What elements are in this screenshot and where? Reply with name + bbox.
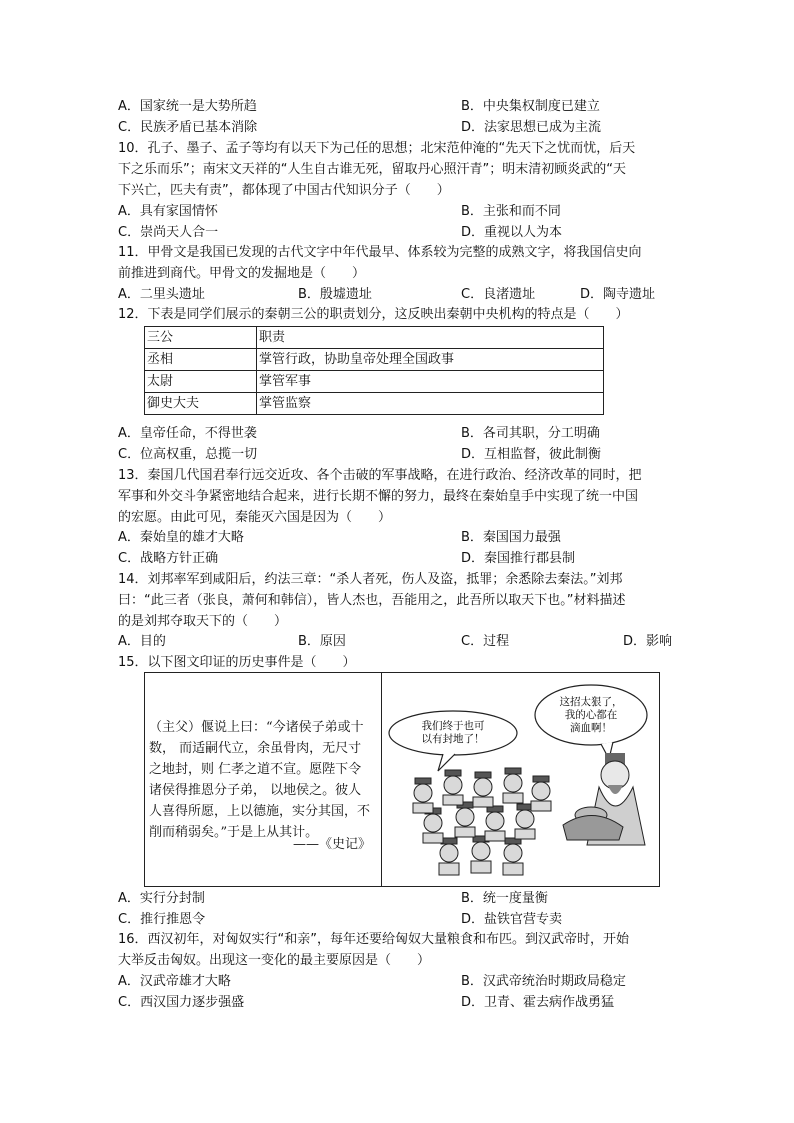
bubble-left-line: 以有封地了！	[421, 733, 485, 745]
q15-option-d[interactable]: D．盐铁官营专卖	[461, 912, 563, 927]
q15-option-a[interactable]: A．实行分封制	[118, 891, 205, 906]
q10-option-c[interactable]: C．崇尚天人合一	[118, 225, 219, 240]
q9-option-d[interactable]: D．法家思想已成为主流	[461, 120, 602, 135]
quote-line: 之地封，则 仁孝之道不宣。愿陛下令	[149, 762, 362, 777]
table-row	[145, 371, 604, 393]
bubble-left-line: 我们终于也可	[421, 720, 485, 732]
shiji-quote	[149, 717, 377, 843]
q15-option-b[interactable]: B．统一度量衡	[461, 891, 548, 906]
q10-stem-line: 下之乐而乐”；南宋文天祥的“人生自古谁无死，留取丹心照汗青”；明末清初顾炎武的“天	[118, 162, 626, 177]
q13-option-d[interactable]: D．秦国推行郡县制	[461, 551, 576, 566]
q16-stem-line: 16．西汉初年，对匈奴实行“和亲”，每年还要给匈奴大量粮食和布匹。到汉武帝时，开始	[118, 932, 630, 947]
q13-option-c[interactable]: C．战略方针正确	[118, 551, 219, 566]
quote-line: 人喜得所愿，上以德施，实分其国，不	[149, 804, 371, 819]
q16-option-b[interactable]: B．汉武帝统治时期政局稳定	[461, 974, 626, 989]
q9-option-c[interactable]: C．民族矛盾已基本消除	[118, 120, 258, 135]
table-cell: 职责	[257, 327, 604, 349]
q12-option-a[interactable]: A．皇帝任命，不得世袭	[118, 426, 257, 441]
q10-option-b[interactable]: B．主张和而不同	[461, 204, 561, 219]
q13-stem-line: 13．秦国几代国君奉行远交近攻、各个击破的军事战略，在进行政治、经济改革的同时，把	[118, 468, 642, 483]
q10-stem-line: 下兴亡，匹夫有责”，都体现了中国古代知识分子（ ）	[118, 183, 450, 198]
table-cell: 掌管军事	[257, 371, 604, 393]
princes-crowd	[413, 768, 551, 875]
bubble-right-line: 滴血啊！	[570, 722, 612, 734]
q15-figure-box	[144, 672, 660, 887]
q16-stem-line: 大举反击匈奴。出现这一变化的最主要原因是（ ）	[118, 953, 431, 968]
q11-stem-line: 前推进到商代。甲骨文的发掘地是（ ）	[118, 266, 366, 281]
q11-option-b[interactable]: B．殷墟遗址	[298, 287, 372, 302]
q11-option-c[interactable]: C．良渚遗址	[461, 287, 536, 302]
table-row	[145, 393, 604, 415]
q14-option-a[interactable]: A．目的	[118, 634, 166, 649]
table-cell: 太尉	[145, 371, 257, 393]
table-row	[145, 327, 604, 349]
q11-option-a[interactable]: A．二里头遗址	[118, 287, 205, 302]
table-cell: 掌管行政，协助皇帝处理全国政事	[257, 349, 604, 371]
q10-stem-line: 10．孔子、墨子、孟子等均有以天下为己任的思想；北宋范仲淹的“先天下之忧而忧，后天	[118, 141, 636, 156]
q15-option-c[interactable]: C．推行推恩令	[118, 912, 206, 927]
q16-option-c[interactable]: C．西汉国力逐步强盛	[118, 995, 245, 1010]
q12-option-d[interactable]: D．互相监督，彼此制衡	[461, 447, 602, 462]
q16-option-d[interactable]: D．卫青、霍去病作战勇猛	[461, 995, 615, 1010]
q11-stem-line: 11．甲骨文是我国已发现的古代文字中年代最早、体系较为完整的成熟文字，将我国信史向	[118, 245, 642, 260]
q12-stem: 12．下表是同学们展示的秦朝三公的职责划分，这反映出秦朝中央机构的特点是（ ）	[118, 307, 629, 322]
quote-line: 数， 而适嗣代立，余虽骨肉，无尺寸	[149, 741, 362, 756]
q13-stem-line: 的宏愿。由此可见，秦能灭六国是因为（ ）	[118, 510, 392, 525]
quote-line: （主父）偃说上曰：“今诸侯子弟或十	[149, 720, 364, 735]
q13-option-b[interactable]: B．秦国国力最强	[461, 530, 561, 545]
three-lords-table	[144, 326, 604, 415]
quote-source: ——《史记》	[293, 837, 372, 852]
table-cell: 丞相	[145, 349, 257, 371]
q14-option-c[interactable]: C．过程	[461, 634, 510, 649]
q13-option-a[interactable]: A．秦始皇的雄才大略	[118, 530, 244, 545]
figure-divider	[381, 673, 382, 886]
bubble-right-line: 这招太狠了，	[559, 696, 623, 708]
q9-option-a[interactable]: A．国家统一是大势所趋	[118, 99, 257, 114]
q10-option-a[interactable]: A．具有家国情怀	[118, 204, 218, 219]
q14-stem-line: 曰：“此三者（张良，萧何和韩信），皆人杰也，吾能用之，此吾所以取天下也。”材料描述	[118, 593, 626, 608]
q16-option-a[interactable]: A．汉武帝雄才大略	[118, 974, 231, 989]
quote-line: 诸侯得推恩分子弟， 以地侯之。彼人	[149, 783, 362, 798]
q14-stem-line: 14．刘邦率军到咸阳后，约法三章：“杀人者死，伤人及盗，抵罪；余悉除去秦法。”刘邦	[118, 572, 623, 587]
table-cell: 三公	[145, 327, 257, 349]
tuien-cartoon	[383, 675, 657, 884]
q10-option-d[interactable]: D．重视以人为本	[461, 225, 563, 240]
q14-stem-line: 的是刘邦夺取天下的（ ）	[118, 614, 288, 629]
q9-option-b[interactable]: B．中央集权制度已建立	[461, 99, 600, 114]
bubble-right-line: 我的心都在	[564, 709, 618, 721]
q12-option-b[interactable]: B．各司其职，分工明确	[461, 426, 600, 441]
q11-option-d[interactable]: D．陶寺遗址	[580, 287, 656, 302]
quote-line: 削而稍弱矣。”于是上从其计。	[149, 825, 319, 840]
king-figure	[563, 753, 645, 845]
table-cell: 掌管监察	[257, 393, 604, 415]
q14-option-b[interactable]: B．原因	[298, 634, 346, 649]
q15-stem: 15．以下图文印证的历史事件是（ ）	[118, 655, 356, 670]
q13-stem-line: 军事和外交斗争紧密地结合起来，进行长期不懈的努力，最终在秦始皇手中实现了统一中国	[118, 489, 639, 504]
table-row	[145, 349, 604, 371]
table-cell: 御史大夫	[145, 393, 257, 415]
q12-option-c[interactable]: C．位高权重，总揽一切	[118, 447, 258, 462]
q14-option-d[interactable]: D．影响	[623, 634, 673, 649]
